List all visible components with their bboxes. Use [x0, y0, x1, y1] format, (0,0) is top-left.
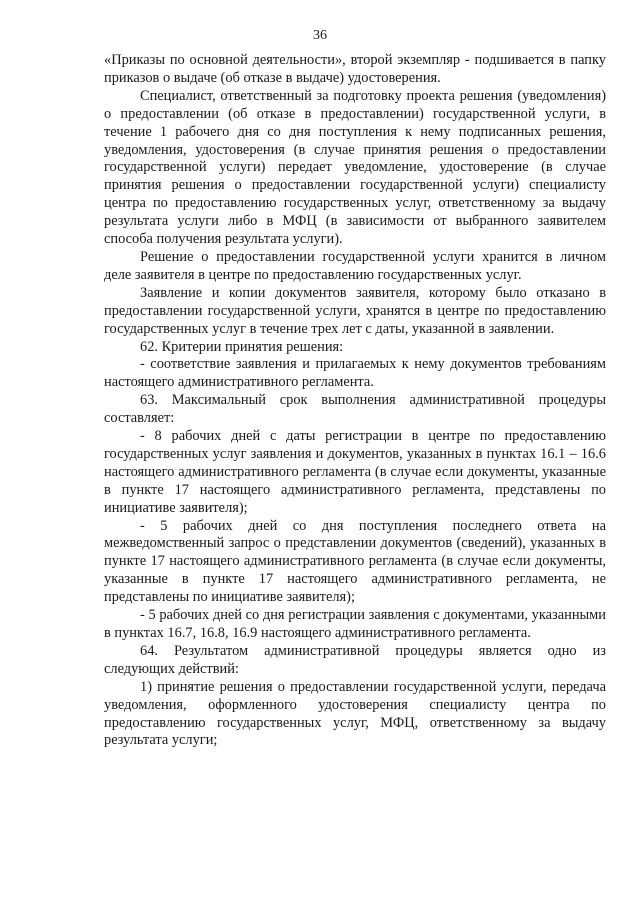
paragraph-continuation: «Приказы по основной деятельности», второй экземпляр - подшивается в папку приказов о выдаче (об отказе в выдаче) удостоверения. — [104, 52, 606, 86]
page-number: 36 — [313, 28, 327, 43]
list-item: - соответствие заявления и прилагаемых к нему документов требованиям настоящего административного регламента. — [104, 356, 606, 391]
paragraph: Заявление и копии документов заявителя, которому было отказано в предоставлении государственной услуги, хранятся в центре по предоставлению государственных услуг в течение трех лет с даты, указанной в заявлении. — [104, 284, 606, 337]
paragraph: Решение о предоставлении государственной услуги хранится в личном деле заявителя в центре по предоставлению государственных услуг. — [104, 248, 606, 283]
clause-heading-62: 62. Критерии принятия решения: — [140, 338, 344, 355]
paragraph: Специалист, ответственный за подготовку проекта решения (уведомления) о предоставлении (об отказе в предоставлении) государственной услуги, в течение 1 рабочего дня со дня поступления к нему подписанных решения, уведомления, удостоверения (в случае принятия решения о предоставлении государственной услуги) передает уведомление, удостоверение (в случае принятия решения о предоставлении государственной услуги) специалисту центра по предоставлению государственных услуг, ответственному за выдачу результата услуги либо в МФЦ (в зависимости от выбранного заявителем способа получения результата услуги). — [104, 87, 606, 248]
list-item: - 5 рабочих дней со дня регистрации заявления с документами, указанными в пунктах 16.7, 16.8, 16.9 настоящего административного регламента. — [104, 607, 606, 641]
list-item: 1) принятие решения о предоставлении государственной услуги, передача уведомления, оформленного удостоверения специалисту центра по предоставлению государственных услуг, МФЦ, ответственному за выдачу результата услуги; — [104, 678, 606, 749]
list-item: - 5 рабочих дней со дня поступления последнего ответа на межведомственный запрос о представлении документов (сведений), указанных в пункте 17 настоящего административного регламента (в случае если документы, указанные в пункте 17 настоящего административного регламента, не представлены по инициативе заявителя); — [104, 517, 606, 606]
clause-heading-64: 64. Результатом административной процедуры является одно из следующих действий: — [104, 642, 606, 677]
list-item: - 8 рабочих дней с даты регистрации в центре по предоставлению государственных услуг заявления и документов, указанных в пунктах 16.1 – 16.6 настоящего административного регламента (в случае если документы, указанные в пункте 17 настоящего административного регламента, представлены по инициативе заявителя); — [104, 428, 606, 516]
clause-heading-63: 63. Максимальный срок выполнения административной процедуры составляет: — [104, 392, 606, 427]
document-body — [104, 52, 606, 750]
